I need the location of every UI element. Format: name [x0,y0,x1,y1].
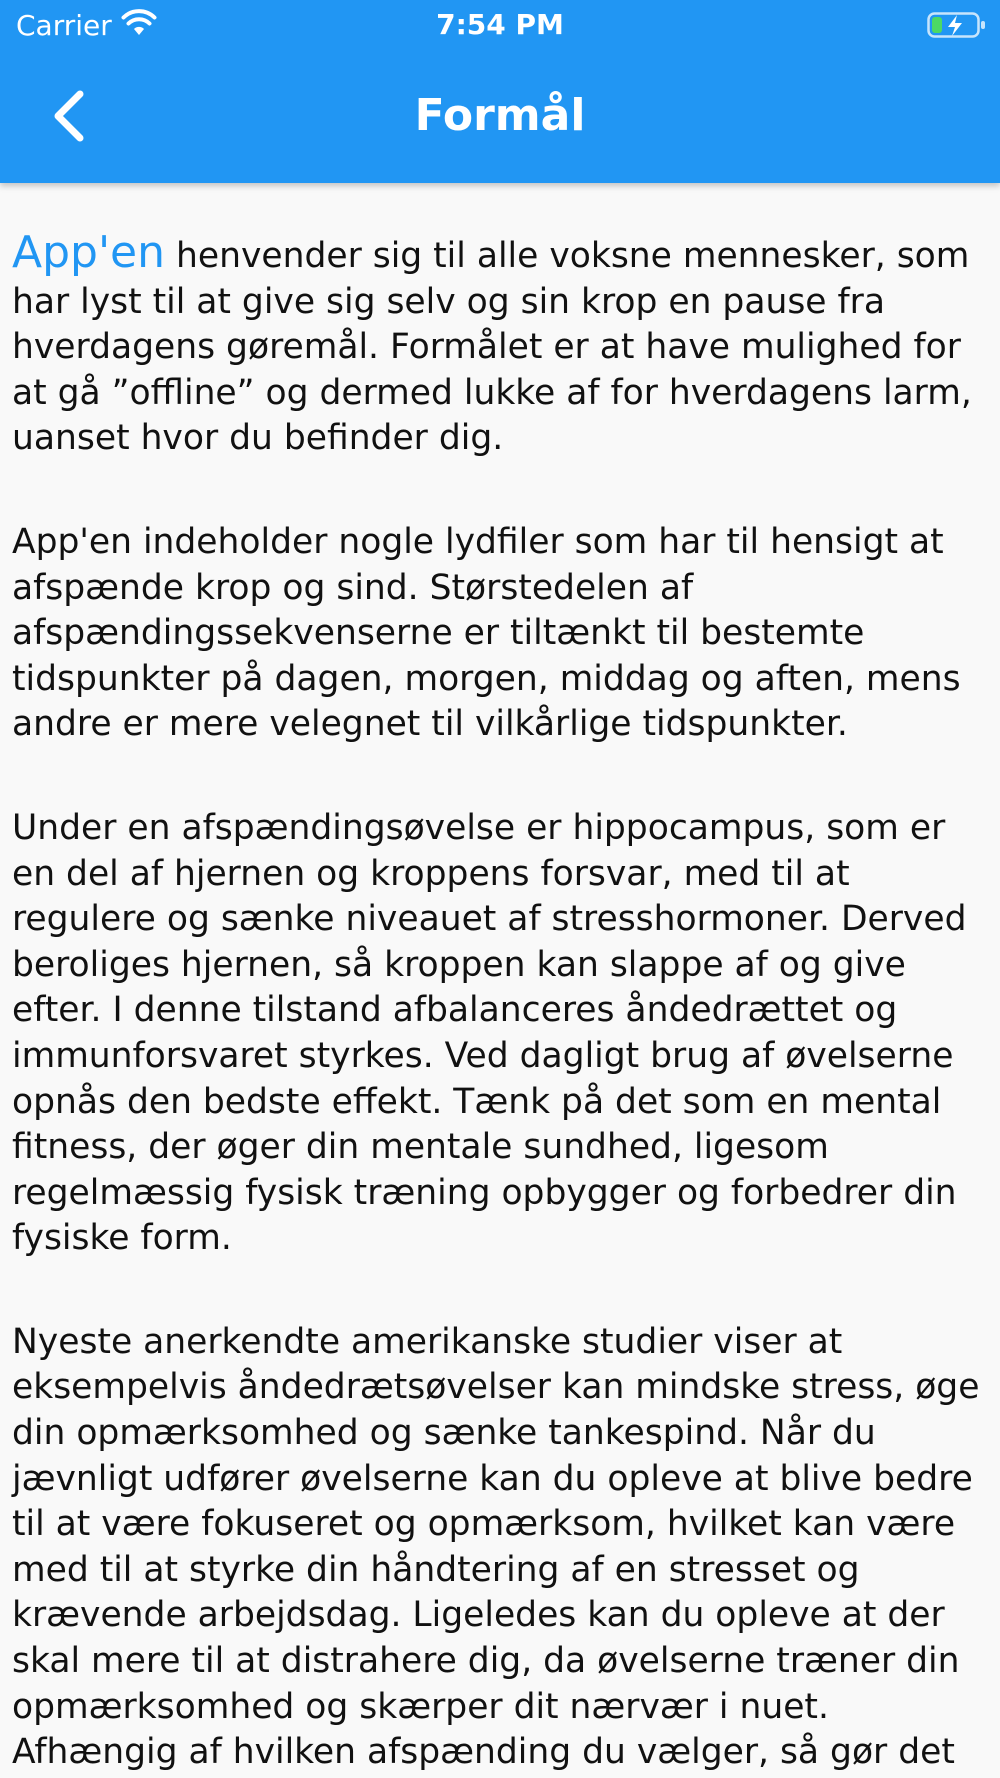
battery-charging-icon [927,10,987,40]
status-time: 7:54 PM [436,8,564,41]
app-name-highlight: App'en [12,227,166,278]
page-title: Formål [414,90,586,141]
paragraph-intro-text: henvender sig til alle voksne mennesker, som har lyst til at give sig selv og sin krop en pause fra hverdagens gøremål. Formålet er at have mulighed for at gå ”offline” og dermed lukke af for hverdagens larm, uanset hvor du befinder dig. [12,236,972,459]
paragraph-hippocampus: Under en afspændingsøvelse er hippocampus, som er en del af hjernen og kroppens forsvar, med til at regulere og sænke niveauet af stresshormoner. Derved beroliges hjernen, så kroppen kan slappe af og give efter. I denne tilstand afbalanceres åndedrættet og immunforsvaret styrkes. Ved dagligt brug af øvelserne opnås den bedste effekt. Tænk på det som en mental fitness, der øger din mentale sundhed, ligesom regelmæssig fysisk træning opbygger og forbedrer din fysiske form. [12,807,967,1259]
app-bar [0,0,1000,183]
paragraph-studies: Nyeste anerkendte amerikanske studier viser at eksempelvis åndedrætsøvelser kan mindske stress, øge din opmærksomhed og sænke tankespind. Når du jævnligt udfører øvelserne kan du opleve at blive bedre til at være fokuseret og opmærksom, hvilket kan være med til at styrke din håndtering af en stresset og krævende arbejdsdag. Ligeledes kan du opleve at der skal mere til at distrahere dig, da øvelserne træner din opmærksomhed og skærper dit nærvær i nuet. Afhængig af hvilken afspænding du vælger, så gør det [12,1321,980,1773]
content-body [12,227,994,1778]
paragraph-intro [12,227,994,462]
carrier-label: Carrier [16,9,112,42]
paragraph-audio-files: App'en indeholder nogle lydfiler som har til hensigt at afspænde krop og sind. Størstedelen af afspændingssekvenserne er tiltænkt til bestemte tidspunkter på dagen, morgen, middag og aften, mens andre er mere velegnet til vilkårlige tidspunkter. [12,521,961,745]
